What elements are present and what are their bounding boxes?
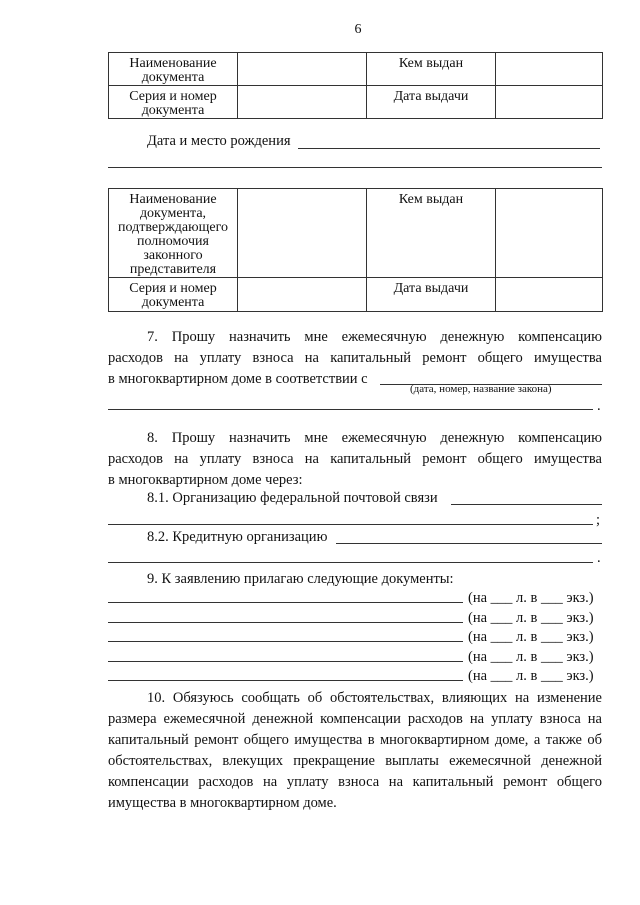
postal-org-field[interactable] [451, 504, 602, 505]
attached-document-row[interactable] [108, 627, 602, 647]
attached-document-pages: (на ___ л. в ___ экз.) [468, 648, 594, 665]
rep-issue-date-label: Дата выдачи [367, 278, 496, 312]
law-field-line2[interactable] [108, 409, 593, 410]
attached-document-field[interactable] [108, 641, 463, 642]
attached-document-row[interactable] [108, 647, 602, 667]
attached-document-pages: (на ___ л. в ___ экз.) [468, 609, 594, 626]
rep-issue-date-field[interactable] [496, 278, 603, 312]
attached-document-field[interactable] [108, 680, 463, 681]
rep-doc-number-label: Серия и номер документа [109, 278, 238, 312]
p9-title: 9. К заявлению прилагаю следующие документы: [147, 571, 454, 587]
p10-line: размера ежемесячной денежной компенсации расходов на уплату взноса на [108, 711, 602, 727]
p10-line: обстоятельствах, влекущих прекращение выплаты ежемесячной денежной [108, 753, 602, 769]
p7-line: расходов на уплату взноса на капитальный ремонт общего имущества [108, 350, 602, 366]
p8-item1-end: ; [596, 512, 601, 528]
rep-issued-by-field[interactable] [496, 189, 603, 278]
attached-document-field[interactable] [108, 661, 463, 662]
p10-line: компенсации расходов на уплату взноса на капитальный ремонт общего [108, 774, 602, 790]
p8-item1-label: 8.1. Организацию федеральной почтовой связи [147, 490, 438, 506]
attached-document-field[interactable] [108, 622, 463, 623]
credit-org-field-line2[interactable] [108, 562, 593, 563]
birth-field[interactable] [298, 148, 600, 149]
doc-name-field[interactable] [238, 53, 367, 86]
attached-document-pages: (на ___ л. в ___ экз.) [468, 668, 594, 684]
doc-number-field[interactable] [238, 86, 367, 119]
attached-document-row[interactable] [108, 666, 602, 686]
p10-line: 10. Обязуюсь сообщать об обстоятельствах, влияющих на изменение [147, 690, 602, 706]
issued-by-label: Кем выдан [367, 53, 496, 86]
attached-document-row[interactable] [108, 608, 602, 628]
p10-line: имущества в многоквартирном доме. [108, 795, 337, 811]
attached-document-pages: (на ___ л. в ___ экз.) [468, 629, 594, 645]
birth-field-line2[interactable] [108, 167, 602, 168]
representative-document-table [108, 188, 603, 312]
identity-document-table [108, 52, 603, 119]
birth-label: Дата и место рождения [147, 133, 291, 149]
p7-end-mark: . [597, 398, 601, 414]
attached-document-pages: (на ___ л. в ___ экз.) [468, 590, 594, 606]
p8-item2-end: . [597, 550, 601, 566]
p8-line: расходов на уплату взноса на капитальный ремонт общего имущества [108, 451, 602, 467]
rep-doc-name-label: Наименование документа, подтверждающего полномочия законного представителя [109, 189, 238, 278]
issued-by-field[interactable] [496, 53, 603, 86]
p10-line: капитальный ремонт общего имущества в многоквартирном доме, а также об [108, 732, 602, 748]
p7-line: в многоквартирном доме в соответствии с [108, 371, 368, 387]
attached-document-field[interactable] [108, 602, 463, 603]
p8-line: в многоквартирном доме через: [108, 472, 303, 488]
rep-doc-name-field[interactable] [238, 189, 367, 278]
attached-document-row[interactable] [108, 588, 602, 608]
postal-org-field-line2[interactable] [108, 524, 593, 525]
doc-name-label: Наименование документа [109, 53, 238, 86]
p8-line: 8. Прошу назначить мне ежемесячную денежную компенсацию [147, 430, 602, 446]
credit-org-field[interactable] [336, 543, 602, 544]
page-number: 6 [354, 22, 362, 37]
p8-item2-label: 8.2. Кредитную организацию [147, 529, 328, 545]
rep-doc-number-field[interactable] [238, 278, 367, 312]
law-caption: (дата, номер, название закона) [410, 383, 552, 395]
doc-number-label: Серия и номер документа [109, 86, 238, 119]
rep-issued-by-label: Кем выдан [367, 189, 496, 278]
issue-date-field[interactable] [496, 86, 603, 119]
issue-date-label: Дата выдачи [367, 86, 496, 119]
p7-line: 7. Прошу назначить мне ежемесячную денежную компенсацию [147, 329, 602, 345]
